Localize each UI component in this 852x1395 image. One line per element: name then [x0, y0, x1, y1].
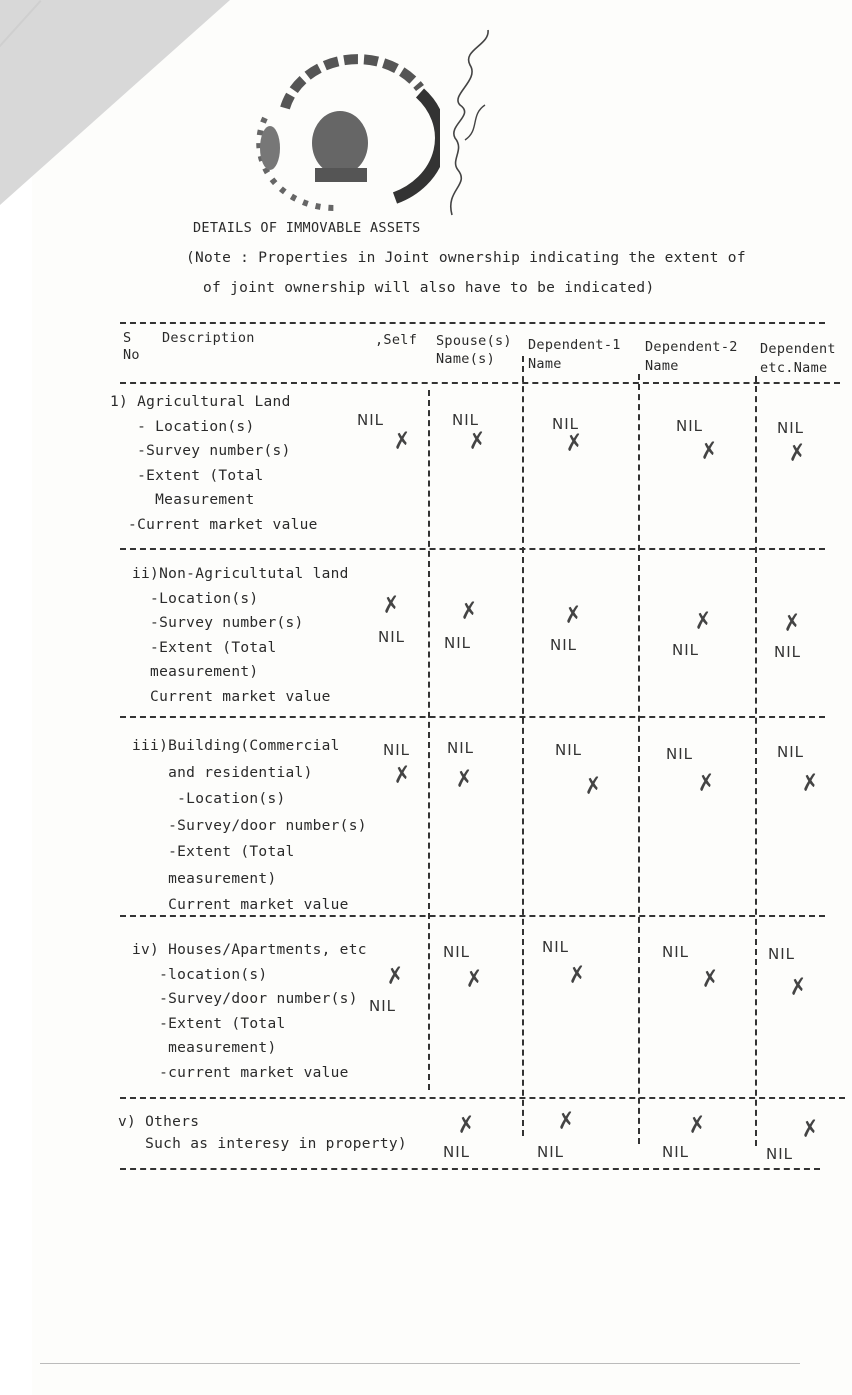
- row-3-dep3-cross-mark: ✗: [799, 769, 822, 798]
- row-4-dep1-cross-mark: ✗: [566, 961, 589, 990]
- row-3-dep2-cross-mark: ✗: [695, 769, 718, 798]
- row-3-dep3-nil: NIL: [777, 743, 805, 761]
- column-header-dependent-1: Dependent-1 Name: [528, 337, 621, 372]
- row-2-self-cross-mark: ✗: [380, 591, 403, 620]
- row-5-dep1-nil: NIL: [537, 1143, 565, 1161]
- row-5-description: v) Others Such as interesy in property): [118, 1114, 407, 1152]
- table-bottom-rule: [120, 1168, 820, 1170]
- row-rule-4: [120, 1097, 845, 1099]
- row-3-description: iii)Building(Commercial and residential) -Location(s) -Survey/door number(s) -Extent (Total measurement) Current market value: [132, 738, 367, 913]
- row-3-dep2-nil: NIL: [666, 745, 694, 763]
- column-divider-self-spouse: [428, 390, 430, 1090]
- column-header-sno: S No: [123, 330, 140, 363]
- row-2-spouse-cross-mark: ✗: [458, 597, 481, 626]
- column-header-description: Description: [162, 330, 255, 346]
- row-4-dep1-nil: NIL: [542, 938, 570, 956]
- row-1-self-cross-mark: ✗: [391, 427, 414, 456]
- row-2-dep3-nil: NIL: [774, 643, 802, 661]
- row-5-spouse-cross-mark: ✗: [455, 1111, 478, 1140]
- row-5-dep3-cross-mark: ✗: [799, 1115, 822, 1144]
- row-1-dep3-nil: NIL: [777, 419, 805, 437]
- column-header-spouse: Spouse(s) Name(s): [436, 333, 512, 367]
- emblem-seal-icon: [245, 48, 440, 213]
- row-5-dep2-nil: NIL: [662, 1143, 690, 1161]
- page-bottom-edge: [40, 1363, 800, 1364]
- row-5-dep3-nil: NIL: [766, 1145, 794, 1163]
- row-1-dep1-nil: NIL: [552, 415, 580, 433]
- row-1-self-nil: NIL: [357, 411, 385, 429]
- row-1-dep2-nil: NIL: [676, 417, 704, 435]
- row-2-description: ii)Non-Agricultutal land -Location(s) -Survey number(s) -Extent (Total measurement) Current market value: [132, 566, 349, 705]
- row-2-dep2-nil: NIL: [672, 641, 700, 659]
- row-3-self-nil: NIL: [383, 741, 411, 759]
- row-1-dep1-cross-mark: ✗: [563, 429, 586, 458]
- row-4-description: iv) Houses/Apartments, etc -location(s) -Survey/door number(s) -Extent (Total measurement) -current market value: [132, 942, 367, 1081]
- column-divider-dep2-dep3: [755, 376, 757, 1146]
- row-3-self-cross-mark: ✗: [391, 761, 414, 790]
- signature: [440, 20, 510, 220]
- row-1-dep2-cross-mark: ✗: [698, 437, 721, 466]
- page-title: DETAILS OF IMMOVABLE ASSETS: [193, 220, 421, 236]
- row-3-dep1-nil: NIL: [555, 741, 583, 759]
- row-rule-2: [120, 716, 825, 718]
- table-top-rule: [120, 322, 825, 324]
- row-3-dep1-cross-mark: ✗: [582, 772, 605, 801]
- row-3-spouse-nil: NIL: [447, 739, 475, 757]
- row-2-dep3-cross-mark: ✗: [781, 609, 804, 638]
- row-2-self-nil: NIL: [378, 628, 406, 646]
- row-4-self-nil: NIL: [369, 997, 397, 1015]
- column-divider-dep1-dep2: [638, 374, 640, 1144]
- row-5-dep2-cross-mark: ✗: [686, 1111, 709, 1140]
- row-5-spouse-nil: NIL: [443, 1143, 471, 1161]
- row-5-dep1-cross-mark: ✗: [555, 1107, 578, 1136]
- column-header-dependent-2: Dependent-2 Name: [645, 339, 738, 374]
- row-2-dep2-cross-mark: ✗: [692, 607, 715, 636]
- folded-corner: [0, 0, 230, 205]
- column-header-self: ,Self: [375, 332, 418, 348]
- row-3-spouse-cross-mark: ✗: [453, 765, 476, 794]
- note-line-1: (Note : Properties in Joint ownership indicating the extent of: [186, 250, 746, 266]
- row-4-spouse-cross-mark: ✗: [463, 965, 486, 994]
- header-rule: [120, 382, 840, 384]
- row-4-dep3-cross-mark: ✗: [787, 973, 810, 1002]
- row-1-dep3-cross-mark: ✗: [786, 439, 809, 468]
- row-4-dep2-nil: NIL: [662, 943, 690, 961]
- row-4-spouse-nil: NIL: [443, 943, 471, 961]
- row-1-spouse-nil: NIL: [452, 411, 480, 429]
- row-4-dep3-nil: NIL: [768, 945, 796, 963]
- row-4-dep2-cross-mark: ✗: [699, 965, 722, 994]
- column-header-dependent-3: Dependent etc.Name: [760, 341, 836, 376]
- row-2-spouse-nil: NIL: [444, 634, 472, 652]
- row-2-dep1-cross-mark: ✗: [562, 601, 585, 630]
- note-line-2: of joint ownership will also have to be indicated): [203, 280, 655, 296]
- column-divider-spouse-dep1: [522, 356, 524, 1136]
- row-rule-1: [120, 548, 825, 550]
- row-1-spouse-cross-mark: ✗: [466, 427, 489, 456]
- row-4-self-cross-mark: ✗: [384, 962, 407, 991]
- row-2-dep1-nil: NIL: [550, 636, 578, 654]
- row-rule-3: [120, 915, 825, 917]
- row-1-description: 1) Agricultural Land - Location(s) -Survey number(s) -Extent (Total Measurement -Current market value: [110, 394, 318, 533]
